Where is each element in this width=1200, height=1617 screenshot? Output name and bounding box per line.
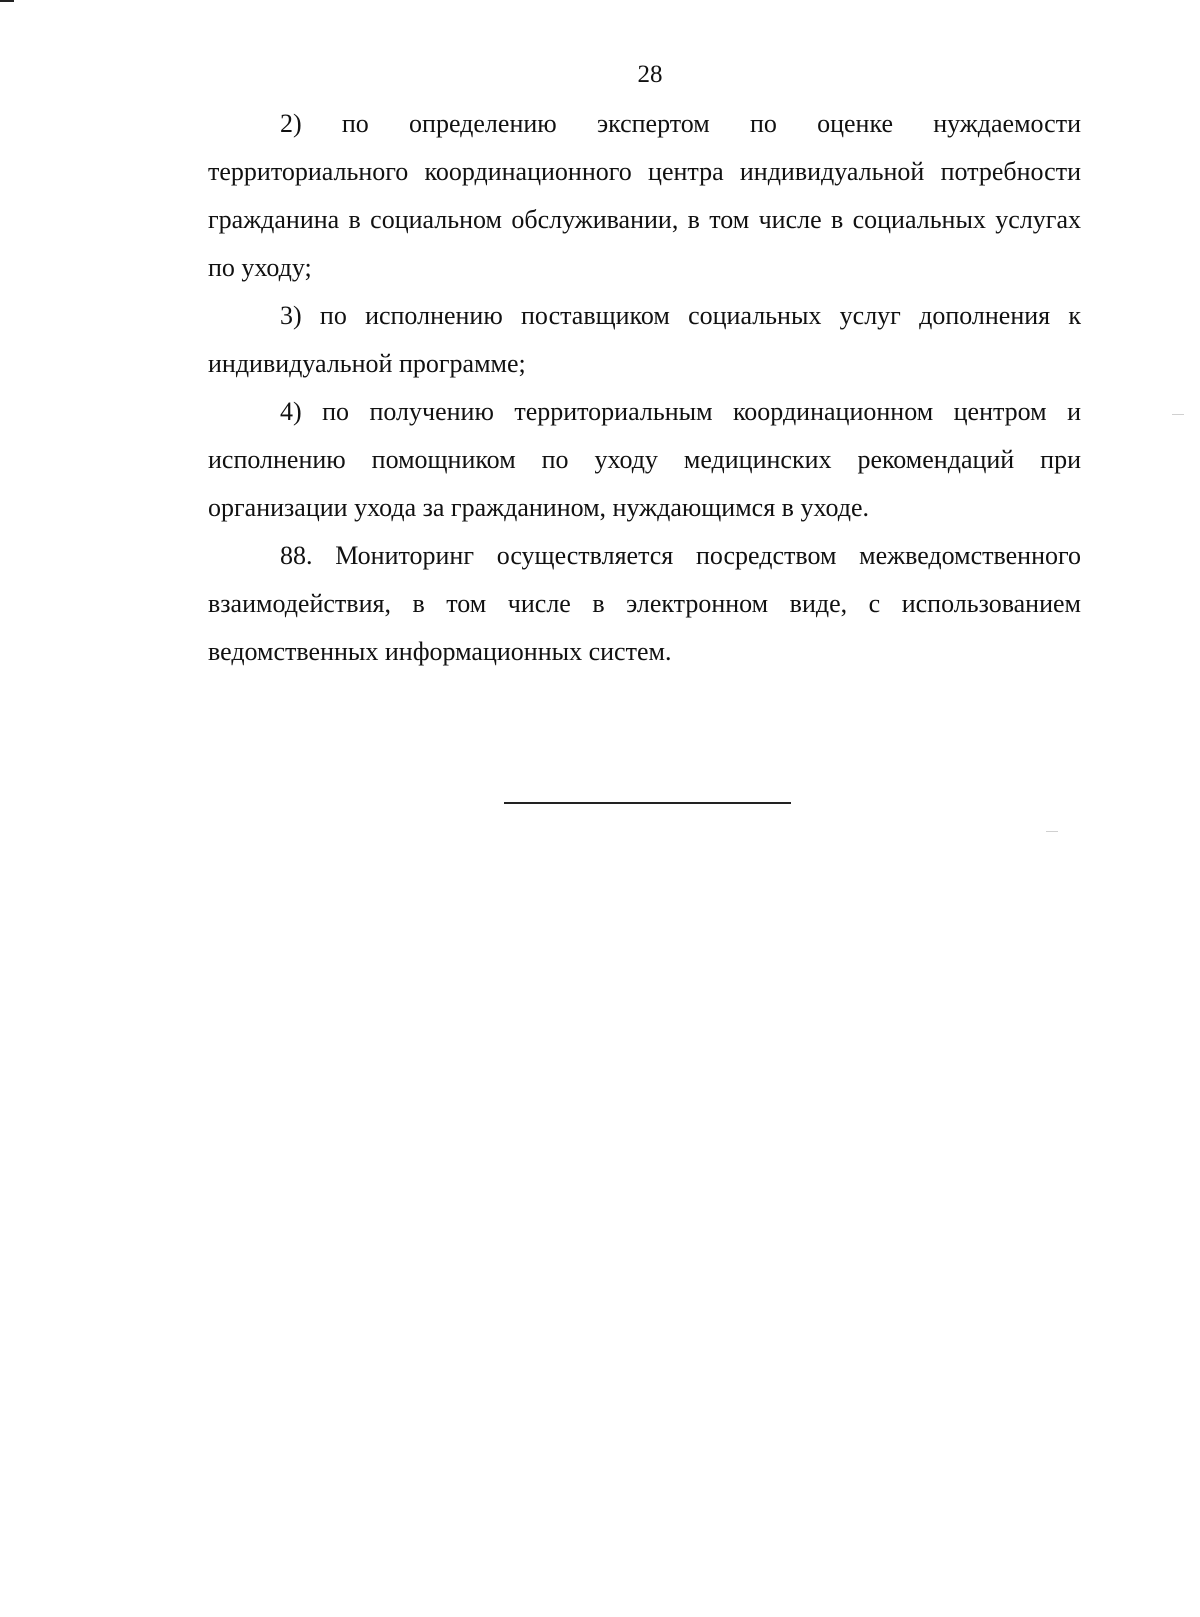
- document-body: [208, 100, 1081, 676]
- scan-artifact: [1046, 831, 1058, 832]
- paragraph-item-2: [208, 100, 1081, 292]
- paragraph-item-4: [208, 388, 1081, 532]
- page-number: 28: [637, 61, 663, 88]
- scan-artifact: [1172, 414, 1184, 415]
- paragraph-text: 4) по получению территориальным координационном центром и исполнению помощником по уходу медицинских рекомендаций при организации ухода за гражданином, нуждающимся в уходе.: [208, 397, 1081, 522]
- paragraph-text: 88. Мониторинг осуществляется посредством межведомственного взаимодействия, в том числе в электронном виде, с использованием ведомственных информационных систем.: [208, 541, 1081, 666]
- paragraph-text: 2) по определению экспертом по оценке нуждаемости территориального координационного центра индивидуальной потребности гражданина в социальном обслуживании, в том числе в социальных услугах по уходу;: [208, 109, 1081, 282]
- paragraph-text: 3) по исполнению поставщиком социальных услуг дополнения к индивидуальной программе;: [208, 301, 1081, 378]
- scan-corner-mark: [0, 0, 14, 2]
- paragraph-88: [208, 532, 1081, 676]
- paragraph-item-3: [208, 292, 1081, 388]
- end-of-text-divider: [504, 802, 791, 804]
